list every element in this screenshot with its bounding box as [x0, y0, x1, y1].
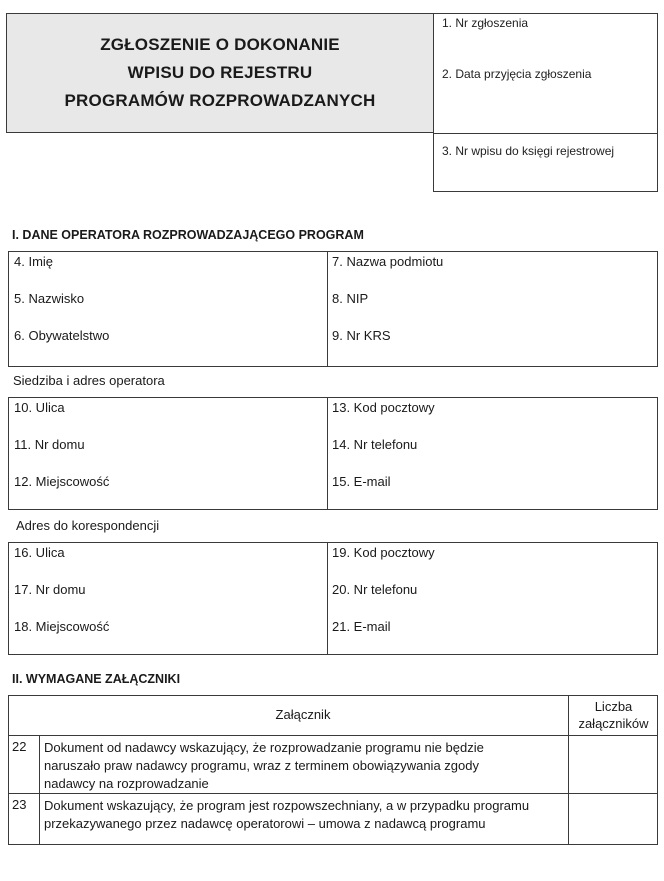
correspondence-address-box: [8, 542, 658, 655]
divider: [434, 133, 657, 134]
divider: [327, 252, 328, 366]
field-citizenship[interactable]: 6. Obywatelstwo: [14, 328, 110, 343]
field-application-number[interactable]: 1. Nr zgłoszenia: [442, 16, 529, 30]
field-register-entry-number[interactable]: 3. Nr wpisu do księgi rejestrowej: [442, 144, 615, 158]
field-corr-postal-code[interactable]: 19. Kod pocztowy: [332, 545, 435, 560]
field-corr-email[interactable]: 21. E-mail: [332, 619, 391, 634]
field-corr-phone[interactable]: 20. Nr telefonu: [332, 582, 418, 597]
table-row-description: [44, 797, 566, 833]
field-corr-house-number[interactable]: 17. Nr domu: [14, 582, 86, 597]
field-seat-postal-code[interactable]: 13. Kod pocztowy: [332, 400, 435, 415]
field-seat-phone[interactable]: 14. Nr telefonu: [332, 437, 418, 452]
form-title-box: [6, 13, 434, 133]
attachments-table: [8, 695, 658, 845]
field-corr-street[interactable]: 16. Ulica: [14, 545, 65, 560]
form-title-line: PROGRAMÓW ROZPROWADZANYCH: [64, 91, 376, 110]
section-1-heading: I. DANE OPERATORA ROZPROWADZAJĄCEGO PROGRAM: [12, 228, 364, 242]
divider: [327, 398, 328, 509]
description-line: naruszało praw nadawcy programu, wraz z terminem obowiązywania zgody: [44, 758, 479, 773]
field-corr-city[interactable]: 18. Miejscowość: [14, 619, 110, 634]
field-krs[interactable]: 9. Nr KRS: [332, 328, 391, 343]
field-seat-email[interactable]: 15. E-mail: [332, 474, 391, 489]
form-title-line: ZGŁOSZENIE O DOKONANIE: [100, 35, 340, 54]
operator-data-box: [8, 251, 658, 367]
form-title-line: WPISU DO REJESTRU: [127, 63, 313, 82]
column-header-attachment: Załącznik: [275, 707, 331, 722]
divider: [39, 735, 40, 845]
field-last-name[interactable]: 5. Nazwisko: [14, 291, 85, 306]
correspondence-heading: Adres do korespondencji: [16, 518, 160, 533]
seat-address-box: [8, 397, 658, 510]
divider: [8, 735, 658, 736]
field-entity-name[interactable]: 7. Nazwa podmiotu: [332, 254, 444, 269]
registration-box: [433, 13, 658, 192]
description-line: Dokument wskazujący, że program jest rozpowszechniany, a w przypadku programu: [44, 798, 530, 813]
description-line: Dokument od nadawcy wskazujący, że rozprowadzanie programu nie będzie: [44, 740, 484, 755]
form-title: [65, 31, 376, 115]
field-first-name[interactable]: 4. Imię: [14, 254, 54, 269]
table-row-description: [44, 739, 566, 793]
divider: [8, 793, 658, 794]
section-2-heading: II. WYMAGANE ZAŁĄCZNIKI: [12, 672, 181, 686]
field-seat-house-number[interactable]: 11. Nr domu: [14, 437, 85, 452]
column-header-count: [569, 698, 658, 732]
divider: [8, 695, 658, 696]
attachment-count-cell[interactable]: [569, 794, 657, 844]
field-acceptance-date[interactable]: 2. Data przyjęcia zgłoszenia: [442, 67, 592, 81]
attachment-count-cell[interactable]: [569, 736, 657, 793]
column-header-count-line: załączników: [578, 716, 649, 731]
description-line: nadawcy na rozprowadzanie: [44, 776, 209, 791]
field-seat-street[interactable]: 10. Ulica: [14, 400, 65, 415]
divider: [327, 543, 328, 654]
field-seat-city[interactable]: 12. Miejscowość: [14, 474, 110, 489]
description-line: przekazywanego przez nadawcę operatorowi – umowa z nadawcą programu: [44, 816, 486, 831]
divider: [8, 844, 658, 845]
field-nip[interactable]: 8. NIP: [332, 291, 369, 306]
table-row-number: 23: [12, 797, 27, 812]
table-row-number: 22: [12, 739, 27, 754]
column-header-count-line: Liczba: [594, 699, 633, 714]
seat-heading: Siedziba i adres operatora: [13, 373, 165, 388]
